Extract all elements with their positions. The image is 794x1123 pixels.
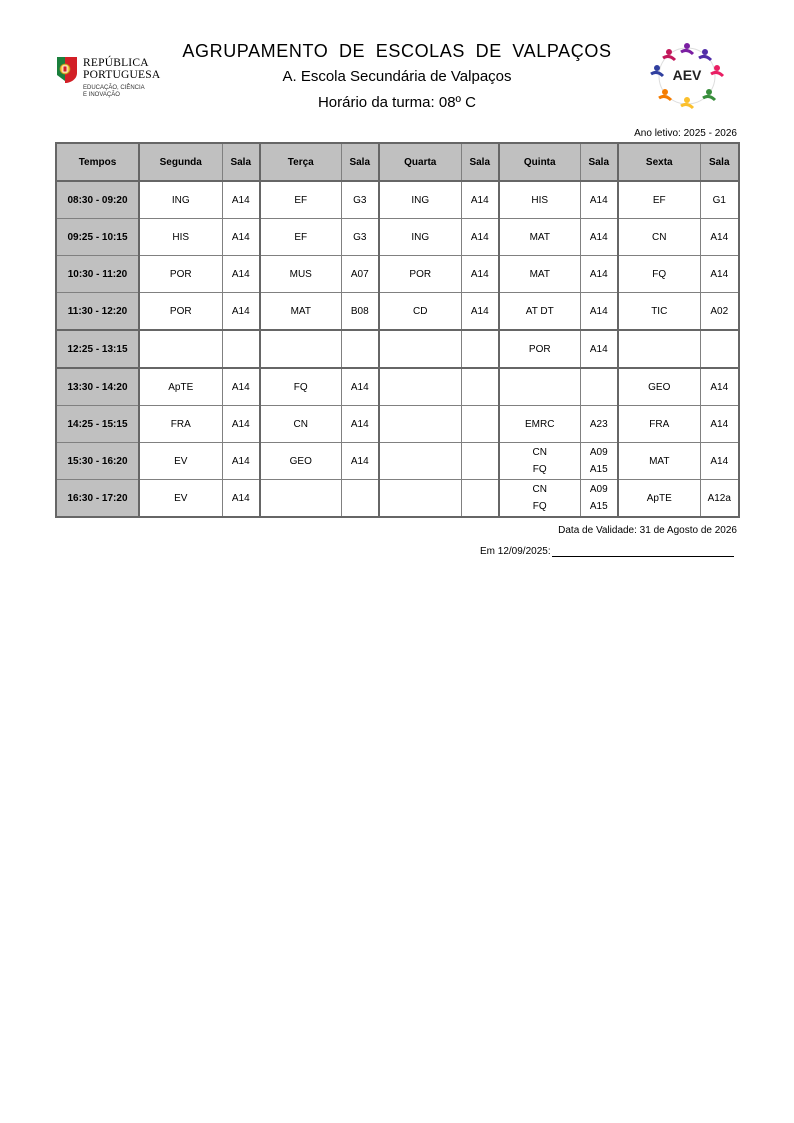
subject-cell	[618, 181, 700, 219]
subject-code: POR	[409, 268, 432, 280]
header-segunda: Segunda	[139, 143, 222, 181]
subject-code: POR	[169, 305, 192, 317]
subject-cell	[139, 256, 222, 293]
subject-code: AT DT	[525, 305, 554, 317]
subject-cell	[139, 181, 222, 219]
subject-code: ING	[411, 231, 430, 243]
subject-code: MAT	[529, 231, 550, 243]
room-cell	[341, 181, 379, 219]
room-code: A23	[589, 418, 608, 430]
subject-cell	[379, 293, 461, 331]
room-cell	[341, 293, 379, 331]
time-slot: 10:30 - 11:20	[56, 256, 139, 293]
room-cell	[700, 181, 739, 219]
room-code: G3	[353, 194, 367, 206]
header-tempos: Tempos	[56, 143, 139, 181]
timetable	[55, 142, 740, 518]
room-code: A15	[589, 464, 608, 475]
subject-cell	[260, 368, 341, 406]
aev-logo-text: AEV	[672, 67, 702, 83]
room-cell	[222, 330, 260, 368]
room-code: A14	[470, 231, 489, 243]
room-cell	[461, 256, 499, 293]
subject-cell	[499, 368, 580, 406]
subject-code: MAT	[290, 305, 311, 317]
subject-cell	[260, 443, 341, 480]
time-slot: 16:30 - 17:20	[56, 480, 139, 518]
room-cell	[341, 480, 379, 518]
room-code: A14	[470, 305, 489, 317]
room-code: A14	[231, 194, 250, 206]
table-row	[56, 293, 739, 331]
room-cell	[461, 368, 499, 406]
room-cell	[461, 181, 499, 219]
room-cell	[222, 256, 260, 293]
subject-cell	[499, 480, 580, 518]
subject-code: HIS	[172, 231, 190, 243]
signature-date	[480, 546, 734, 557]
room-cell	[700, 293, 739, 331]
header-sala: Sala	[700, 143, 739, 181]
page-title: AGRUPAMENTO DE ESCOLAS DE VALPAÇOS	[182, 41, 612, 61]
room-code: A14	[710, 418, 729, 430]
subject-cell	[139, 406, 222, 443]
time-slot: 08:30 - 09:20	[56, 181, 139, 219]
subject-code: TIC	[651, 305, 668, 317]
room-cell	[700, 219, 739, 256]
room-cell	[580, 219, 618, 256]
logo-sub2: E INOVAÇÃO	[83, 91, 120, 98]
room-code: A14	[231, 455, 250, 467]
room-cell	[700, 443, 739, 480]
subject-cell	[379, 480, 461, 518]
room-code: A14	[710, 455, 729, 467]
subject-cell	[260, 480, 341, 518]
subject-code: EF	[294, 194, 308, 206]
subject-code: GEO	[648, 381, 671, 393]
table-row	[56, 443, 739, 480]
room-code: A14	[470, 268, 489, 280]
room-cell	[580, 330, 618, 368]
subject-cell	[379, 443, 461, 480]
signature-line	[552, 546, 734, 557]
room-cell	[580, 293, 618, 331]
subject-cell	[379, 330, 461, 368]
room-cell	[222, 406, 260, 443]
subject-code: CN	[652, 231, 667, 243]
room-code: A15	[589, 501, 608, 512]
room-cell	[580, 256, 618, 293]
time-slot: 15:30 - 16:20	[56, 443, 139, 480]
subject-cell	[618, 219, 700, 256]
subject-cell	[260, 293, 341, 331]
subject-code: FQ	[532, 464, 547, 475]
header-quinta: Quinta	[499, 143, 580, 181]
room-cell	[700, 256, 739, 293]
room-cell	[461, 330, 499, 368]
table-row	[56, 181, 739, 219]
subject-cell	[139, 219, 222, 256]
subject-cell	[618, 368, 700, 406]
room-code: A12a	[707, 492, 731, 504]
room-cell	[700, 330, 739, 368]
table-row	[56, 480, 739, 518]
subject-code: POR	[528, 343, 551, 355]
subject-cell	[379, 181, 461, 219]
room-cell	[341, 219, 379, 256]
header-sala: Sala	[341, 143, 379, 181]
room-cell	[341, 256, 379, 293]
portugal-shield-icon	[55, 55, 79, 85]
subject-cell	[618, 406, 700, 443]
room-code: A02	[710, 305, 729, 317]
subject-code: MAT	[649, 455, 670, 467]
room-code: A14	[589, 268, 608, 280]
room-code: A14	[710, 231, 729, 243]
subject-code: POR	[169, 268, 192, 280]
room-code: A14	[710, 381, 729, 393]
room-code: G3	[353, 231, 367, 243]
subject-cell	[499, 293, 580, 331]
header-sala: Sala	[580, 143, 618, 181]
time-slot: 13:30 - 14:20	[56, 368, 139, 406]
room-cell	[222, 443, 260, 480]
subject-code: FQ	[532, 501, 547, 512]
room-cell	[341, 368, 379, 406]
room-code: A14	[231, 231, 250, 243]
subject-cell	[379, 406, 461, 443]
room-cell	[461, 293, 499, 331]
room-cell	[222, 219, 260, 256]
room-cell	[341, 443, 379, 480]
subject-cell	[139, 443, 222, 480]
room-cell	[341, 406, 379, 443]
room-cell	[700, 368, 739, 406]
room-cell	[461, 219, 499, 256]
room-cell	[461, 443, 499, 480]
room-cell	[341, 330, 379, 368]
subject-code: CN	[532, 484, 547, 495]
subject-code: CN	[293, 418, 308, 430]
subject-cell	[139, 480, 222, 518]
table-row	[56, 368, 739, 406]
subject-cell	[260, 330, 341, 368]
subject-cell	[260, 406, 341, 443]
room-code: A14	[350, 418, 369, 430]
school-name: A. Escola Secundária de Valpaços	[282, 68, 512, 85]
room-code: A14	[231, 268, 250, 280]
room-code: A07	[350, 268, 369, 280]
subject-code: ING	[171, 194, 190, 206]
subject-cell	[499, 219, 580, 256]
header-sala: Sala	[461, 143, 499, 181]
subject-cell	[139, 330, 222, 368]
room-code: A14	[470, 194, 489, 206]
room-code: A14	[231, 305, 250, 317]
room-cell	[580, 368, 618, 406]
subject-cell	[260, 256, 341, 293]
subject-cell	[618, 256, 700, 293]
subject-code: ApTE	[646, 492, 672, 504]
time-slot: 09:25 - 10:15	[56, 219, 139, 256]
subject-cell	[139, 293, 222, 331]
subject-cell	[618, 443, 700, 480]
room-code: A14	[231, 418, 250, 430]
subject-cell	[260, 219, 341, 256]
subject-code: EF	[652, 194, 666, 206]
subject-cell	[260, 181, 341, 219]
room-cell	[580, 181, 618, 219]
validity-date: Data de Validade: 31 de Agosto de 2026	[558, 525, 737, 536]
class-label: Horário da turma: 08º C	[317, 94, 477, 111]
room-cell	[580, 480, 618, 518]
room-code: A14	[350, 455, 369, 467]
logo-line1: REPÚBLICA	[83, 57, 149, 69]
school-year: Ano letivo: 2025 - 2026	[634, 128, 737, 139]
header-terca: Terça	[260, 143, 341, 181]
table-row	[56, 406, 739, 443]
table-row	[56, 219, 739, 256]
room-code: A14	[589, 231, 608, 243]
subject-cell	[618, 293, 700, 331]
table-row	[56, 330, 739, 368]
subject-code: ApTE	[168, 381, 194, 393]
subject-cell	[499, 406, 580, 443]
subject-cell	[499, 256, 580, 293]
subject-code: MAT	[529, 268, 550, 280]
room-cell	[222, 480, 260, 518]
room-cell	[222, 181, 260, 219]
subject-code: FQ	[652, 268, 667, 280]
subject-cell	[618, 330, 700, 368]
header-sexta: Sexta	[618, 143, 700, 181]
room-cell	[580, 443, 618, 480]
subject-code: CD	[413, 305, 428, 317]
room-code: G1	[712, 194, 726, 206]
room-code: A09	[589, 447, 608, 458]
header-quarta: Quarta	[379, 143, 461, 181]
room-cell	[222, 293, 260, 331]
room-cell	[700, 480, 739, 518]
table-row	[56, 256, 739, 293]
subject-cell	[379, 256, 461, 293]
page-header	[150, 40, 644, 114]
subject-code: FQ	[293, 381, 308, 393]
subject-code: FRA	[649, 418, 670, 430]
time-slot: 12:25 - 13:15	[56, 330, 139, 368]
subject-code: EMRC	[525, 418, 555, 430]
subject-cell	[139, 368, 222, 406]
time-slot: 11:30 - 12:20	[56, 293, 139, 331]
room-code: A09	[589, 484, 608, 495]
room-cell	[461, 480, 499, 518]
room-cell	[222, 368, 260, 406]
room-cell	[580, 406, 618, 443]
subject-cell	[379, 219, 461, 256]
subject-cell	[499, 330, 580, 368]
subject-cell	[618, 480, 700, 518]
room-code: A14	[589, 194, 608, 206]
logo-sub1: EDUCAÇÃO, CIÊNCIA	[83, 85, 145, 91]
room-cell	[700, 406, 739, 443]
subject-code: CN	[532, 447, 547, 458]
subject-code: MUS	[289, 268, 312, 280]
room-code: A14	[710, 268, 729, 280]
subject-code: ING	[411, 194, 430, 206]
room-code: A14	[350, 381, 369, 393]
room-cell	[461, 406, 499, 443]
room-code: A14	[231, 381, 250, 393]
subject-cell	[499, 443, 580, 480]
subject-code: HIS	[531, 194, 549, 206]
time-slot: 14:25 - 15:15	[56, 406, 139, 443]
timetable-header-row	[56, 143, 739, 181]
room-code: A14	[589, 305, 608, 317]
subject-cell	[499, 181, 580, 219]
subject-code: FRA	[170, 418, 191, 430]
date-label: Em 12/09/2025:	[480, 546, 551, 557]
subject-code: EF	[294, 231, 308, 243]
room-code: B08	[350, 305, 369, 317]
room-code: A14	[231, 492, 250, 504]
aev-logo-icon	[643, 40, 731, 112]
room-code: A14	[589, 343, 608, 355]
subject-code: GEO	[289, 455, 312, 467]
logo-line2: PORTUGUESA	[83, 69, 161, 81]
aev-logo	[643, 40, 731, 112]
header-sala: Sala	[222, 143, 260, 181]
subject-code: EV	[174, 492, 188, 504]
subject-code: EV	[174, 455, 188, 467]
subject-cell	[379, 368, 461, 406]
